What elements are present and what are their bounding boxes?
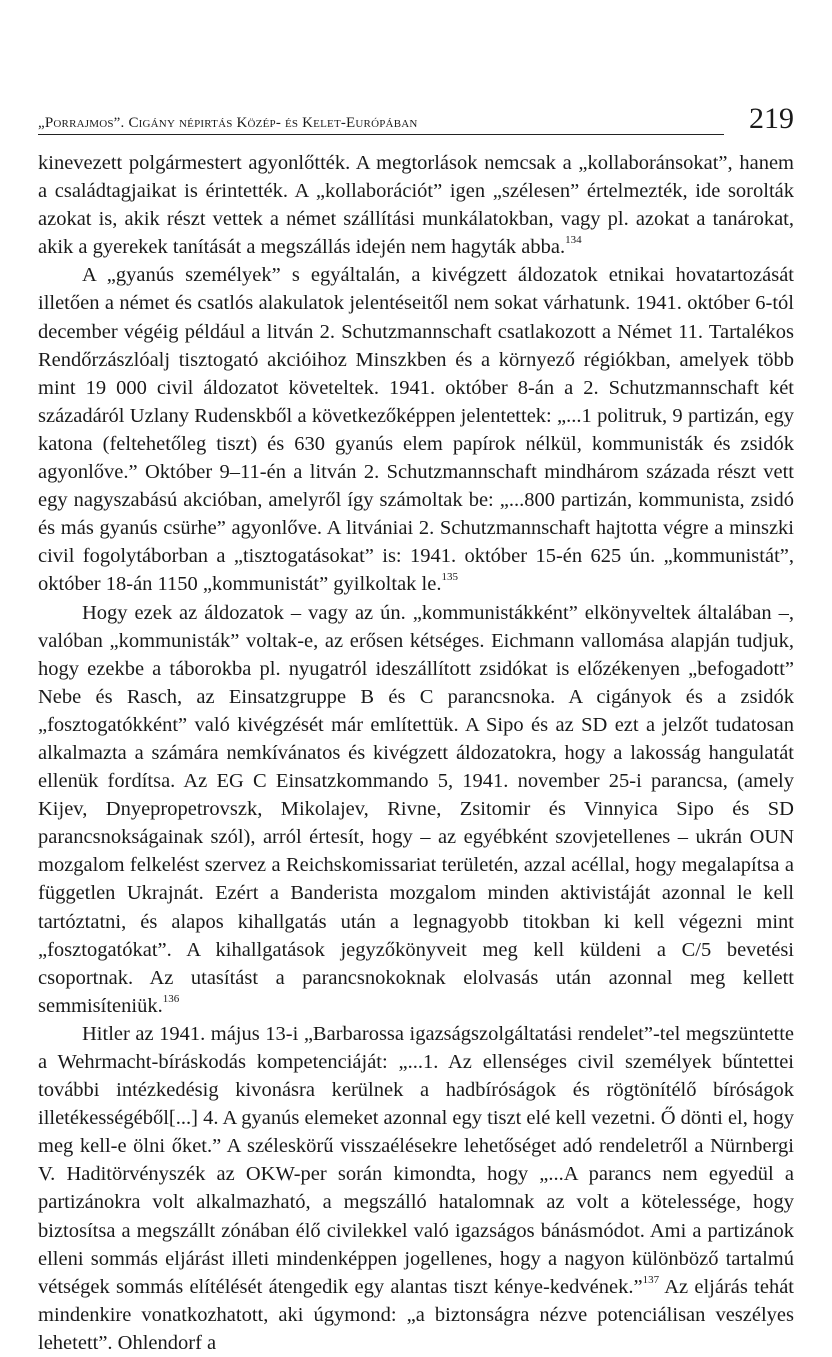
paragraph-text: Hitler az 1941. május 13-i „Barbarossa igazságszolgáltatási rendelet”-tel megszüntette a Wehrmacht-bíráskodás kompetenciáját: „...1. Az ellenséges civil személyek bűntettei további intézkedésig kivonásra kerülnek a hadbíróságok és rögtönítélő bíróságok illetékességéből[...] 4. A gyanús elemeket azonnal egy tiszt elé kell vezetni. Ő dönti el, hogy meg kell-e ölni őket.” A széleskörű visszaélésekre lehetőséget adó rendeletről a Nürnbergi V. Haditörvényszék az OKW-per során kimondta, hogy „...A parancs nem egyedül a partizánokra volt alkalmazható, a megszálló hatalomnak az volt a kötelessége, hogy biztosítsa a megszállt zónában élő civilekkel való igazságos bánásmódot. Ami a partizánok elleni sommás eljárást illeti mindenképpen jogellenes, hogy a nagyon különböző tartalmú vétségek sommás elítélését átengedik egy alantas tiszt kénye-kedvének.”: [38, 1022, 794, 1298]
paragraph: [38, 599, 794, 1020]
running-header: [38, 82, 724, 135]
paragraph-text: A „gyanús személyek” s egyáltalán, a kivégzett áldozatok etnikai hovatartozását illetően a német és csatlós alakulatok jelentéseitől nem sokat várhatunk. 1941. október 6-tól december végéig például a litván 2. Schutzmannschaft csatlakozott a Német 11. Tartalékos Rendőrzászlóalj tisztogató akcióihoz Minszkben és a környező régiókban, amelyek több mint 19 000 civil áldozatot követeltek. 1941. október 8-án a 2. Schutzmannschaft két századáról Uzlany Rudenskből a következőképpen jelentettek: „...1 politruk, 9 partizán, egy katona (feltehetőleg tiszt) és 630 gyanús elem papírok nélkül, kommunisták és zsidók agyonlőve.” Október 9–11-én a litván 2. Schutzmannschaft mindhárom százada részt vett egy nagyszabású akcióban, amelyről így számoltak be: „...800 partizán, kommunista, zsidó és más gyanús csürhe” agyonlőve. A litvániai 2. Schutzmannschaft hajtotta végre a minszki civil fogolytáborban a „tisztogatásokat” is: 1941. október 15-én 625 ún. „kommunistát”, október 18-án 1150 „kommunistát” gyilkoltak le.: [38, 264, 794, 596]
paragraph-text: Hogy ezek az áldozatok – vagy az ún. „kommunistákként” elkönyveltek általában –, valóban „kommunisták” voltak-e, az erősen kétséges. Eichmann vallomása alapján tudjuk, hogy ezekbe a táborokba pl. nyugatról ideszállított zsidókat is előzékenyen „befogadott” Nebe és Rasch, az Einsatzgruppe B és C parancsnoka. A cigányok és a zsidók „fosztogatókként” való kivégzését már említettük. A Sipo és az SD ezt a jelzőt tudatosan alkalmazta a számára nemkívánatos és kivégzett áldozatokra, hogy a lakosság hangulatát ellenük fordítsa. Az EG C Einsatzkommando 5, 1941. november 25-i parancsa, (amely Kijev, Dnyepropetrovszk, Mikolajev, Rivne, Zsitomir és Vinnyica Sipo és SD parancsnokságainak szól), arról értesít, hogy – az egyébként szovjetellenes – ukrán OUN mozgalom felkelést szervez a Reichskomissariat területén, azzal acéllal, hogy megalapítsa a független Ukrajnát. Ezért a Banderista mozgalom minden aktivistáját azonnal le kell tartóztatni, és alapos kihallgatás után a legnagyobb titokban ki kell végezni mint „fosztogatókat”. A kihallgatások jegyzőkönyveit meg kell küldeni a C/5 bevetési csoportnak. Az utasítást a parancsnokoknak elolvasás után azonnal meg kellett semmisíteniük.: [38, 601, 794, 1017]
book-page: [38, 82, 794, 1354]
paragraph-text: Az eljárás tehát mindenkire vonatkozhatott, aki úgymond: „a biztonságra nézve potenciálisan veszélyes lehetett”. Ohlendorf a: [38, 1275, 794, 1354]
paragraph-text: kinevezett polgármestert agyonlőtték. A megtorlások nemcsak a „kollaboránsokat”, hanem a családtagjaikat is érintették. A „kollaborációt” igen „szélesen” értelmezték, ide sorolták azokat is, akik részt vettek a német szállítási munkálatokban, vagy pl. azokat a tanárokat, akik a gyerekek tanítását a megszállás idején nem hagyták abba.: [38, 152, 794, 259]
footnote-reference: 136: [162, 992, 180, 1005]
paragraph: [38, 261, 794, 598]
footnote-reference: 135: [441, 571, 458, 584]
page-number: 219: [749, 102, 794, 135]
footnote-reference: 134: [565, 234, 582, 247]
running-title: „Porrajmos”. Cigány népirtás Közép- és Kelet-Európában: [38, 115, 418, 131]
paragraph: [38, 149, 794, 261]
footnote-reference: 137: [642, 1273, 660, 1286]
body-text: [38, 149, 794, 1357]
paragraph: [38, 1020, 794, 1357]
